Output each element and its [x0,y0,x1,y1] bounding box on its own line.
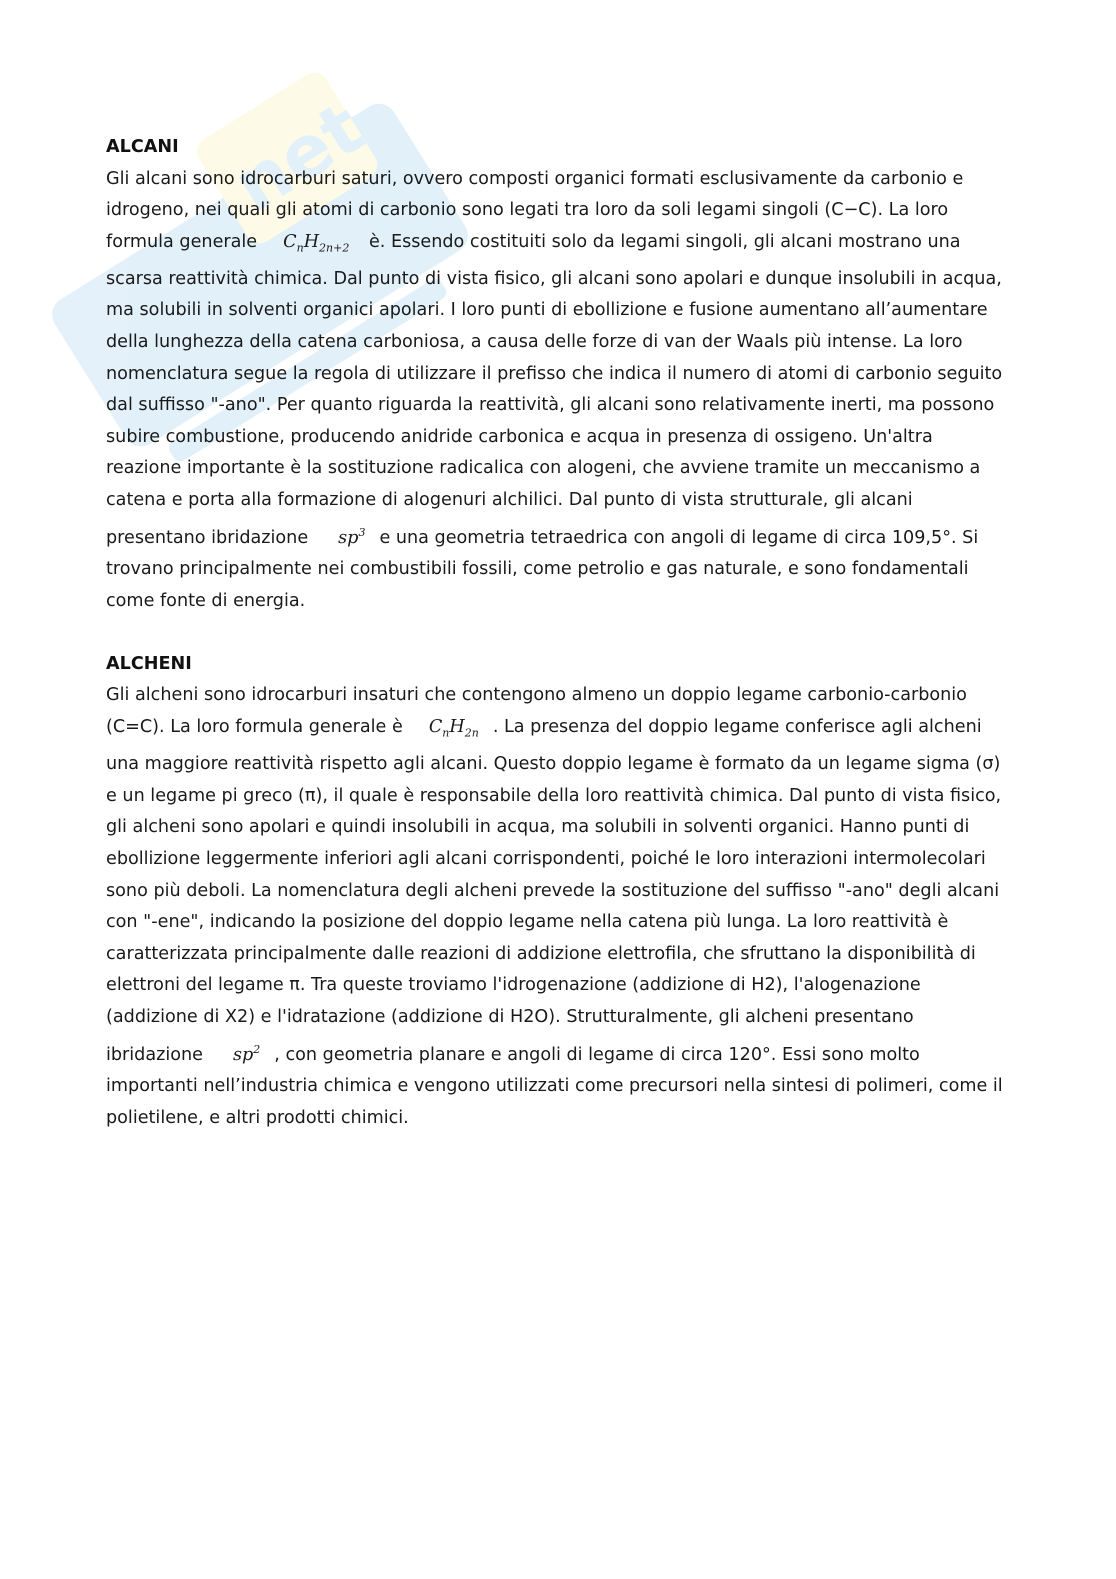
hybridization-alcani: $sp^3$ [338,525,366,548]
paragraph-alcani [106,164,1006,618]
paragraph-alcani-part2: è. Essendo costituiti solo da legami singoli, gli alcani mostrano una scarsa reattività chimica. Dal punto di vista fisico, gli alcani sono apolari e dunque insolubili in acqua, ma solubili in solventi organici apolari. I loro punti di ebollizione e fusione aumentano all’aumentare della lunghezza della catena carboniosa, a causa delle forze di van der Waals più intense. La loro nomenclatura segue la regola di utilizzare il prefisso che indica il numero di atomi di carbonio seguito dal suffisso "-ano". Per quanto riguarda la reattività, gli alcani sono relativamente inerti, ma possono subire combustione, producendo anidride carbonica e acqua in presenza di ossigeno. Un'altra reazione importante è la sostituzione radicalica con alogeni, che avviene tramite un meccanismo a catena e porta alla formazione di alogenuri alchilici. Dal punto di vista strutturale, gli alcani presentano ibridazione [106,231,1003,548]
section-spacer [106,617,1006,649]
paragraph-alcheni [106,680,1006,1134]
watermark-text: net [219,85,378,228]
formula-alcheni: $C_nH_{2n}$ [428,717,479,740]
document-body [106,132,1006,1134]
paragraph-alcani-part3: e una geometria tetraedrica con angoli di legame di circa 109,5°. Si trovano principalmente nei combustibili fossili, come petrolio e gas naturale, e sono fondamentali come fonte di energia. [106,527,979,611]
paragraph-alcheni-part2: . La presenza del doppio legame conferisce agli alcheni una maggiore reattività rispetto agli alcani. Questo doppio legame è formato da un legame sigma (σ) e un legame pi greco (π), il quale è responsabile della loro reattività chimica. Dal punto di vista fisico, gli alcheni sono apolari e quindi insolubili in acqua, ma solubili in solventi organici. Hanno punti di ebollizione leggermente inferiori agli alcani corrispondenti, poiché le loro interazioni intermolecolari sono più deboli. La nomenclatura degli alcheni prevede la sostituzione del suffisso "-ano" degli alcani con "-ene", indicando la posizione del doppio legame nella catena più lunga. La loro reattività è caratterizzata principalmente dalle reazioni di addizione elettrofila, che sfruttano la disponibilità di elettroni del legame π. Tra queste troviamo l'idrogenazione (addizione di H2), l'alogenazione (addizione di X2) e l'idratazione (addizione di H2O). Strutturalmente, gli alcheni presentano ibridazione [106,717,1002,1065]
hybridization-alcheni: $sp^2$ [233,1042,261,1065]
paragraph-alcheni-part3: , con geometria planare e angoli di legame di circa 120°. Essi sono molto importanti nell’industria chimica e vengono utilizzati come precursori nella sintesi di polimeri, come il polietilene, e altri prodotti chimici. [106,1044,1003,1128]
section-heading-alcheni: ALCHENI [106,653,192,674]
paragraph-alcani-part1: Gli alcani sono idrocarburi saturi, ovvero composti organici formati esclusivamente da carbonio e idrogeno, nei quali gli atomi di carbonio sono legati tra loro da soli legami singoli (C−C). La loro formula generale [106,168,964,252]
section-heading-alcani: ALCANI [106,137,179,157]
formula-alcani: $C_nH_{2n+2}$ [283,231,350,255]
paragraph-alcheni-part1: Gli alcheni sono idrocarburi insaturi che contengono almeno un doppio legame carbonio-carbonio (C=C). La loro formula generale è [106,685,967,738]
